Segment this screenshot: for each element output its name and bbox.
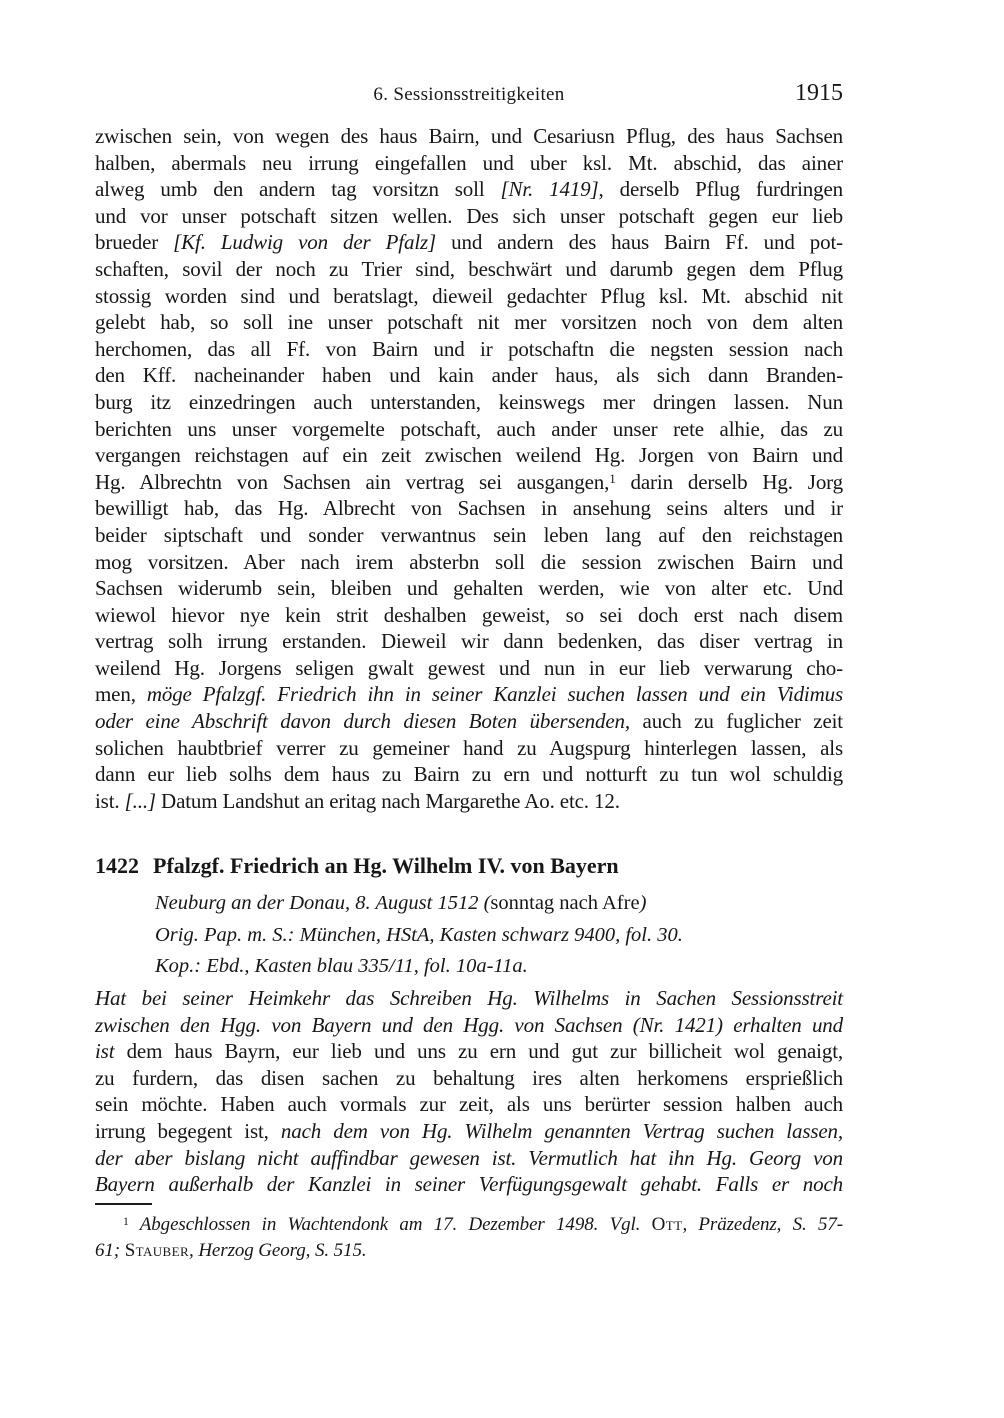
text-line [95,788,843,815]
text-segment: halben, abermals neu irrung eingefallen und uber ksl. Mt. abschid, das ainer [95,150,843,175]
text-segment: alweg umb den andern tag vorsitzn soll [95,177,501,202]
text-line [95,1238,843,1264]
text-segment: schaften, sovil der noch zu Trier sind, beschwärt und darumb gegen dem Pflug [95,256,843,281]
text-segment: zwischen sein, von wegen des haus Bairn, und Cesariusn Pflug, des haus Sachsen [95,124,843,148]
text-segment: und andern des haus Bairn Ff. und pot- [436,230,843,255]
text-line [95,522,843,549]
text-segment: auch zu fuglicher zeit [629,709,843,734]
text-line [95,309,843,336]
text-segment: beider siptschaft und sonder verwantnus sein leben lang auf den reichstagen [95,522,843,547]
text-line [95,549,843,576]
entry-body-paragraph [95,985,843,1198]
running-header [95,80,843,112]
text-segment: [...] [124,788,156,813]
text-segment: wiewol hievor nye kein strit deshalben geweist, so sei doch erst nach disem [95,602,843,627]
text-line [95,602,843,629]
text-segment: , Präzedenz, S. 57- [682,1214,843,1235]
text-line [95,416,843,443]
text-line [155,951,843,983]
text-line [95,681,843,708]
text-segment: brueder [95,230,174,255]
page-number: 1915 [795,80,843,106]
text-segment: Hg. Albrechtn von Sachsen ain vertrag sei ausgangen, [95,469,610,494]
text-segment: Hat bei seiner Heimkehr das Schreiben Hg. Wilhelms in Sachen Sessionsstreit [95,986,843,1010]
text-segment: Sachsen widerumb sein, bleiben und gehalten werden, wie von alter etc. Und [95,576,843,601]
text-line [95,985,843,1012]
text-line [95,1012,843,1039]
text-line [95,628,843,655]
text-line [95,469,843,496]
text-line [95,761,843,788]
text-line [95,1145,843,1172]
text-segment: Datum Landshut an eritag nach Margarethe Ao. etc. 12. [155,788,620,813]
text-segment: men, [95,682,147,707]
text-segment: herchomen, das all Ff. von Bairn und ir potschaftn die negsten session nach [95,336,843,361]
text-segment: möge Pfalzgf. Friedrich ihn in seiner Kanzlei suchen lassen und ein Vidimus [146,682,843,707]
text-line [95,1171,843,1198]
text-segment: den Kff. nacheinander haben und kain ander haus, als sich dann Branden- [95,363,843,388]
text-line [95,256,843,283]
text-segment: Ott [651,1214,683,1235]
text-segment: 61; [95,1239,125,1261]
text-line [95,735,843,762]
entry-number: 1422 [95,853,139,878]
text-segment: solichen haubtbrief verrer zu gemeiner hand zu Augspurg hinterlegen lassen, als [95,735,843,760]
text-line [155,888,843,920]
text-segment: nach dem von Hg. Wilhelm genannten Vertrag suchen lassen, [280,1118,844,1143]
text-line [95,708,843,735]
text-line [95,442,843,469]
text-line [95,495,843,522]
text-segment: Orig. Pap. m. S.: München, HStA, Kasten schwarz 9400, fol. 30. [155,923,683,946]
text-segment: Neuburg an der Donau, 8. August 1512 ( [155,892,491,914]
text-segment: gelebt hab, so soll ine unser potschaft nit mer vorsitzen noch von dem alten [95,310,843,335]
text-line [95,176,843,203]
letter-text-paragraph [95,123,843,814]
text-segment: und vor unser potschaft sitzen wellen. Des sich unser potschaft gegen eur lieb [95,203,843,228]
footnote [95,1212,843,1263]
text-line [95,1091,843,1118]
text-segment: Bayern außerhalb der Kanzlei in seiner Verfügungsgewalt gehabt. Falls er noch [95,1172,843,1197]
text-segment: ) [639,892,647,914]
text-line [95,1038,843,1065]
text-line [95,362,843,389]
text-line [95,389,843,416]
text-line [95,283,843,310]
text-segment: ist [95,1039,115,1064]
text-segment: ist. [95,788,125,813]
text-segment: zu furdern, das disen sachen zu behaltung ires alten herkomens ersprießlich [95,1065,843,1090]
text-line [95,229,843,256]
text-segment: weilend Hg. Jorgens seligen gwalt gewest und nun in eur lieb verwarung cho- [95,655,843,680]
text-line [95,1212,843,1238]
text-line [95,150,843,177]
text-segment: berichten uns unser vorgemelte potschaft, auch ander unser rete alhie, das zu [95,416,843,441]
text-segment: oder eine Abschrift davon durch diesen Boten übersenden, [95,709,630,734]
text-segment: , Herzog Georg, S. 515. [189,1239,367,1261]
text-line [95,1065,843,1092]
entry-provenance [155,888,843,983]
text-segment: Stauber [124,1239,190,1261]
text-segment: , derselb Pflug furdringen [598,177,843,202]
entry-heading [95,852,843,880]
text-segment: vergangen reichstagen auf ein zeit zwischen weilend Hg. Jorgen von Bairn und [95,443,843,468]
text-segment: burg itz einzedringen auch unterstanden, keinswegs mer dringen lassen. Nun [95,389,843,414]
text-line [95,1118,843,1145]
footnote-separator [95,1203,152,1205]
text-segment: bewilligt hab, das Hg. Albrecht von Sachsen in ansehung seins alters und ir [95,496,843,521]
text-segment: [Nr. 1419] [500,177,599,202]
text-segment: sonntag nach Afre [490,892,640,914]
footnote-marker: 1 [609,470,616,486]
text-segment: [Kf. Ludwig von der Pfalz] [173,230,437,255]
text-line [95,655,843,682]
text-segment: darin derselb Hg. Jorg [615,469,843,494]
text-segment: sein möchte. Haben auch vormals zur zeit, als uns berürter session halben auch [95,1092,843,1117]
text-line [95,575,843,602]
text-segment: dann eur lieb solhs dem haus zu Bairn zu ern und notturft zu tun wol schuldig [95,762,843,787]
text-segment: mog vorsitzen. Aber nach irem absterbn soll die session zwischen Bairn und [95,549,843,574]
running-header-title: 6. Sessionsstreitigkeiten [373,84,565,105]
entry-title: Pfalzgf. Friedrich an Hg. Wilhelm IV. von Bayern [153,853,619,878]
text-segment: irrung begegent ist, [95,1118,281,1143]
text-segment: stossig worden sind und beratslagt, dieweil gedachter Pflug ksl. Mt. abschid nit [95,283,843,308]
text-segment: Abgeschlossen in Wachtendonk am 17. Dezember 1498. Vgl. [128,1214,652,1235]
text-segment: Kop.: Ebd., Kasten blau 335/11, fol. 10a-11a. [155,955,528,977]
text-segment: dem haus Bayrn, eur lieb und uns zu ern und gut zur billicheit wol genaigt, [114,1039,843,1064]
text-segment: vertrag solh irrung erstanden. Dieweil wir dann bedenken, das diser vertrag in [95,629,843,654]
text-segment: der aber bislang nicht auffindbar gewesen ist. Vermutlich hat ihn Hg. Georg von [95,1145,843,1170]
text-segment: zwischen den Hgg. von Bayern und den Hgg. von Sachsen (Nr. 1421) erhalten und [95,1012,843,1037]
text-line [95,123,843,150]
text-line [95,336,843,363]
footnote-marker: 1 [123,1214,129,1228]
text-line [155,920,843,952]
text-line [95,203,843,230]
